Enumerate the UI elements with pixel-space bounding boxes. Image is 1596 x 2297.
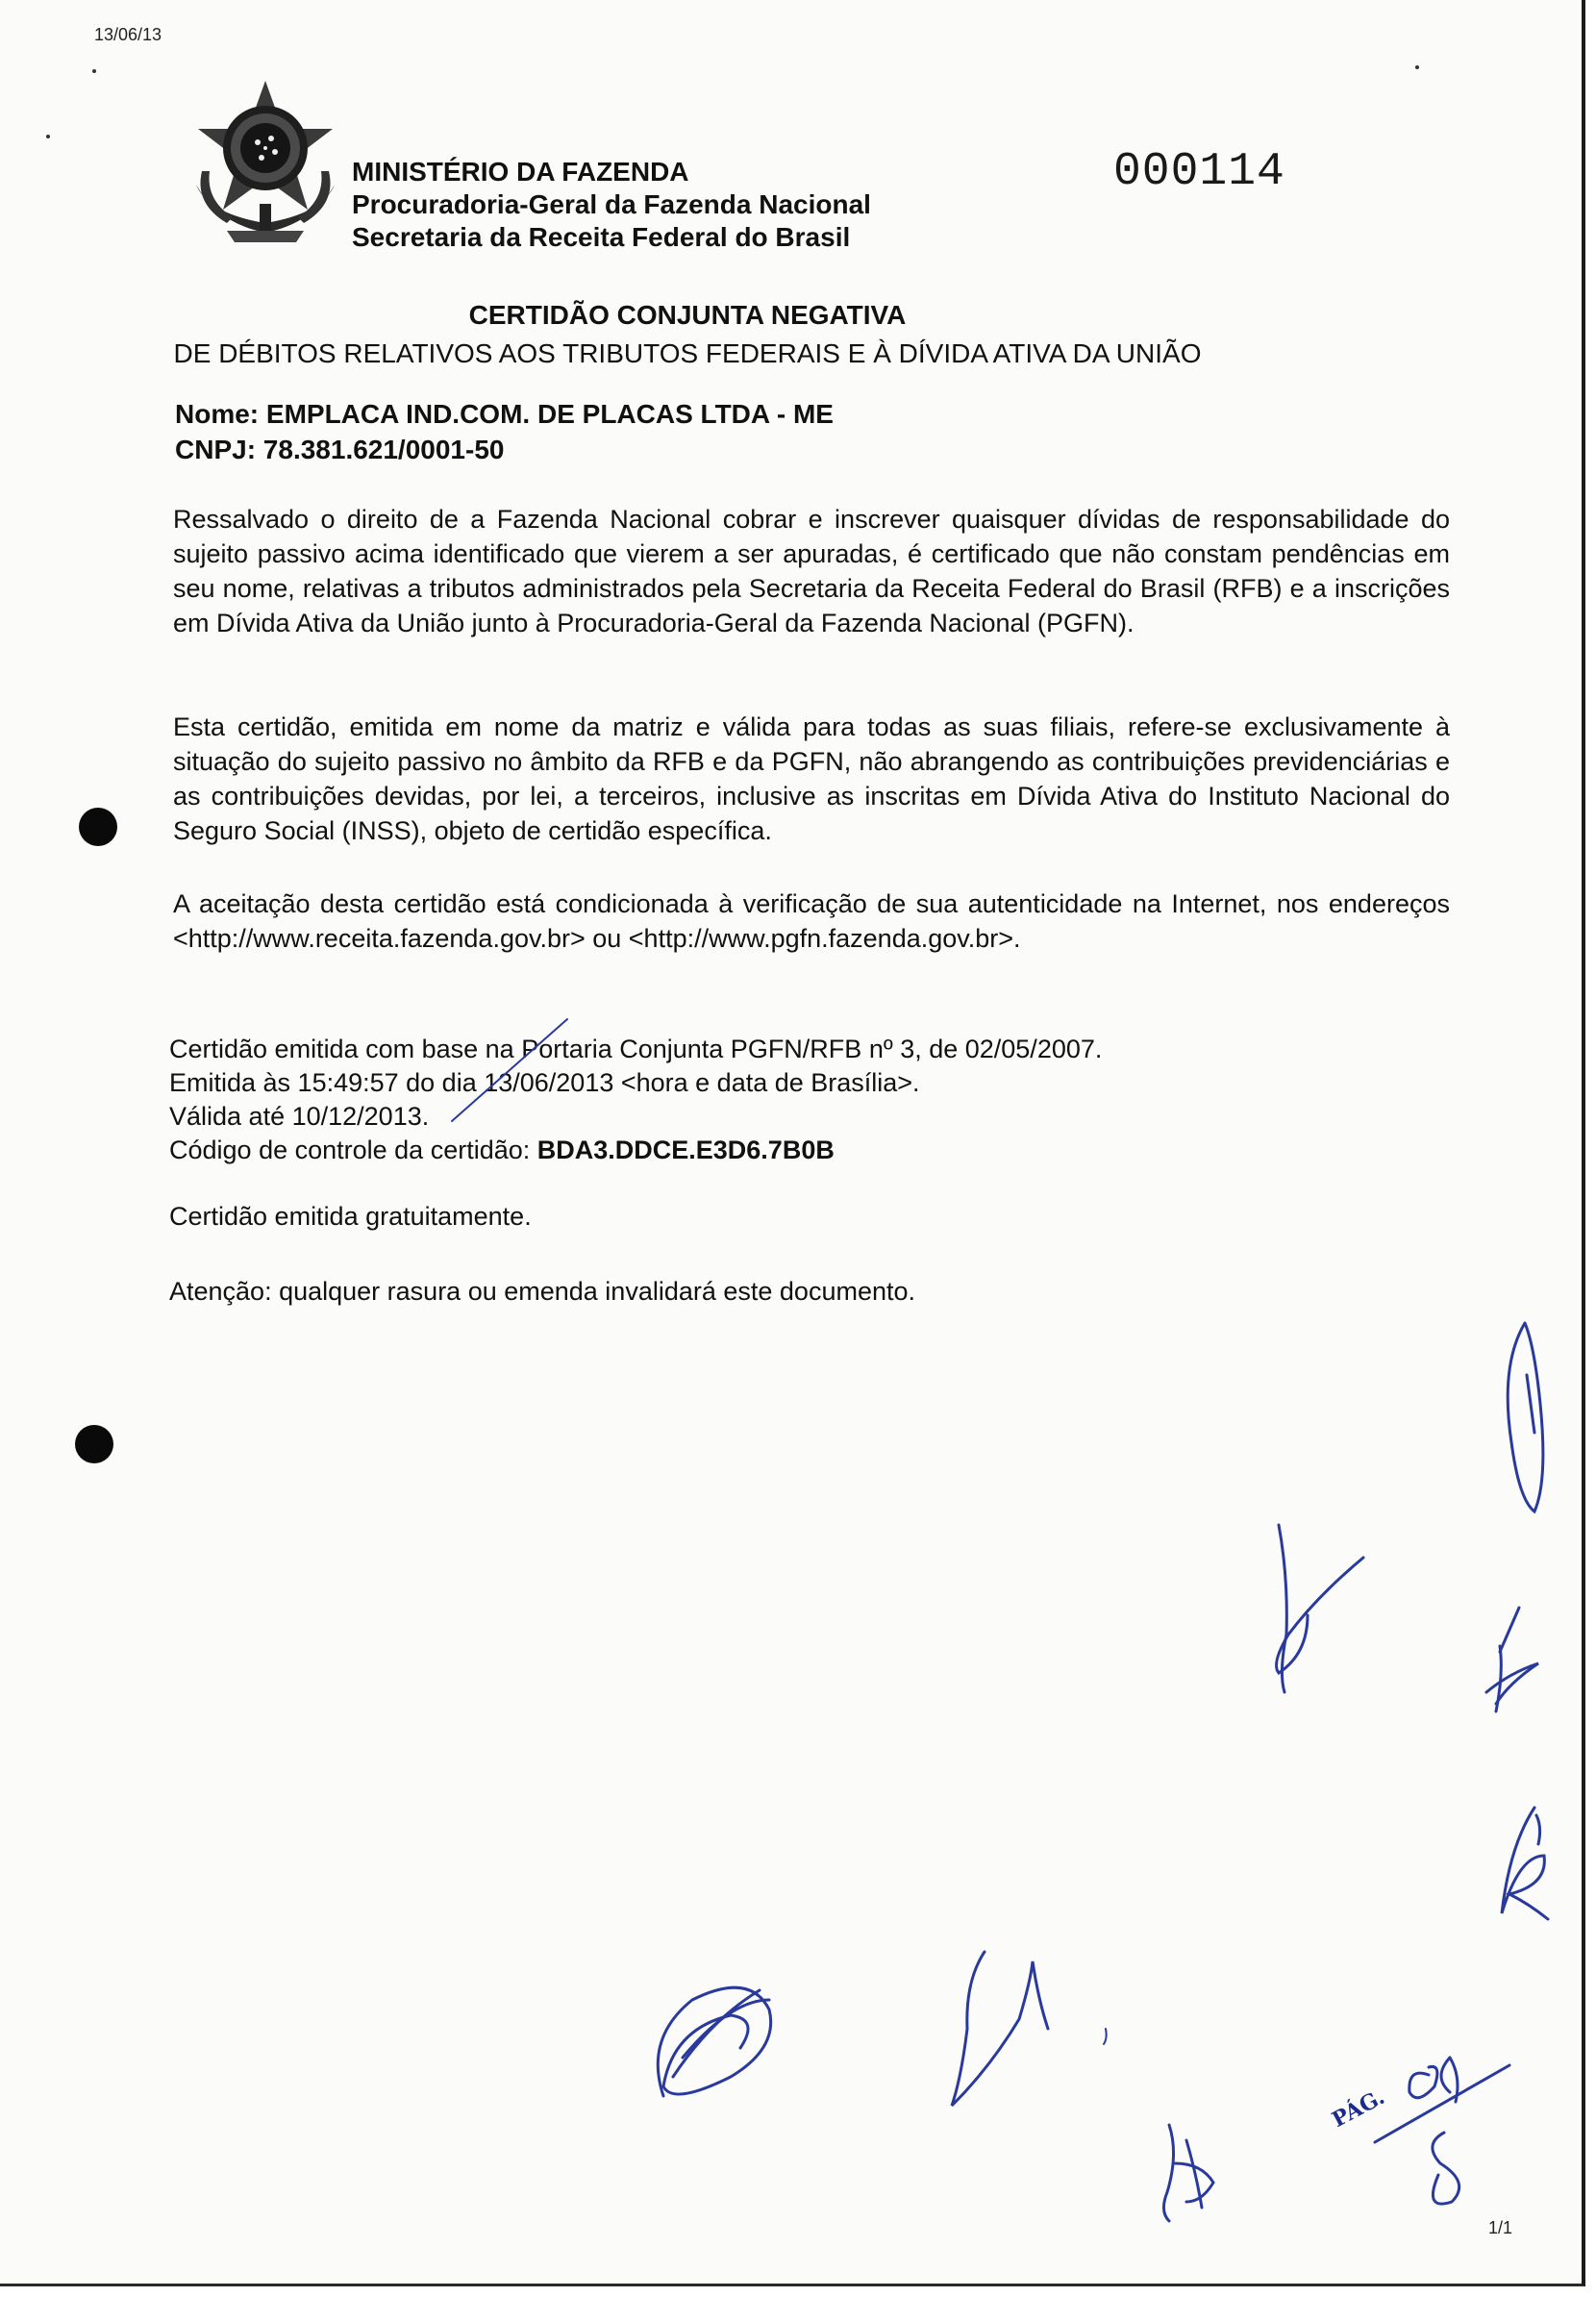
page-counter: 1/1 xyxy=(1488,2218,1513,2237)
paragraph-clearance: Ressalvado o direito de a Fazenda Nacional cobrar e inscrever quaisquer dívidas de responsabilidade do sujeito passivo acima identificado que vierem a ser apuradas, é certificado que não constam pendências em seu nome, relativas a tributos administrados pela Secretaria da Receita Federal do Brasil (RFB) e a inscrições em Dívida Ativa da União junto à Procuradoria-Geral da Fazenda Nacional (PGFN). xyxy=(173,505,1450,637)
paragraph-scope: Esta certidão, emitida em nome da matriz e válida para todas as suas filiais, refere-se exclusivamente à situação do sujeito passivo no âmbito da RFB e da PGFN, não abrangendo as contribuições previdenciárias e as contribuições devidas, por lei, a terceiros, inclusive as inscritas em Dívida Ativa do Instituto Nacional do Seguro Social (INSS), objeto de certidão específica. xyxy=(173,712,1450,845)
control-code-value: BDA3.DDCE.E3D6.7B0B xyxy=(536,1136,835,1164)
agency-rfb: Secretaria da Receita Federal do Brasil xyxy=(352,222,851,252)
scan-speck xyxy=(92,69,96,73)
scan-speck xyxy=(46,135,50,138)
print-date: 13/06/13 xyxy=(94,25,162,44)
name-label: Nome: xyxy=(175,399,266,429)
free-issuance-note: Certidão emitida gratuitamente. xyxy=(169,1202,532,1231)
cnpj-label: CNPJ: xyxy=(175,435,263,464)
paragraph-authenticity: A aceitação desta certidão está condicionada à verificação de sua autenticidade na Internet, nos endereços <http://www.receita.fazenda.gov.br> ou <http://www.pgfn.fazenda.gov.br>. xyxy=(173,889,1450,953)
certificate-title: CERTIDÃO CONJUNTA NEGATIVA xyxy=(468,300,907,330)
brazil-coat-of-arms-icon xyxy=(188,79,342,248)
control-code-label: Código de controle da certidão: xyxy=(169,1136,537,1164)
taxpayer-cnpj-row xyxy=(175,432,834,467)
issuer-header xyxy=(352,156,871,254)
taxpayer-block xyxy=(175,396,834,467)
taxpayer-name-row xyxy=(175,396,834,432)
scan-speck xyxy=(1415,65,1419,69)
document-number-stamp: 000114 xyxy=(1113,146,1285,198)
tampering-warning: Atenção: qualquer rasura ou emenda invalidará este documento. xyxy=(169,1277,915,1306)
cnpj-value: 78.381.621/0001-50 xyxy=(262,435,505,464)
validity-date: Válida até 10/12/2013. xyxy=(169,1102,430,1131)
ministry-name: MINISTÉRIO DA FAZENDA xyxy=(352,157,689,187)
agency-pgfn: Procuradoria-Geral da Fazenda Nacional xyxy=(352,189,871,219)
issuance-details xyxy=(169,1033,1102,1167)
issuance-datetime: Emitida às 15:49:57 do dia 13/06/2013 <hora e data de Brasília>. xyxy=(169,1068,920,1097)
punch-hole xyxy=(75,1425,113,1463)
certificate-subtitle: DE DÉBITOS RELATIVOS AOS TRIBUTOS FEDERAIS E À DÍVIDA ATIVA DA UNIÃO xyxy=(173,338,1202,368)
punch-hole xyxy=(79,808,117,846)
issuance-basis: Certidão emitida com base na Portaria Conjunta PGFN/RFB nº 3, de 02/05/2007. xyxy=(169,1035,1103,1063)
page-number-stamp: PÁG. xyxy=(1328,2084,1389,2134)
control-code-row xyxy=(169,1134,1102,1167)
name-value: EMPLACA IND.COM. DE PLACAS LTDA - ME xyxy=(265,399,834,429)
